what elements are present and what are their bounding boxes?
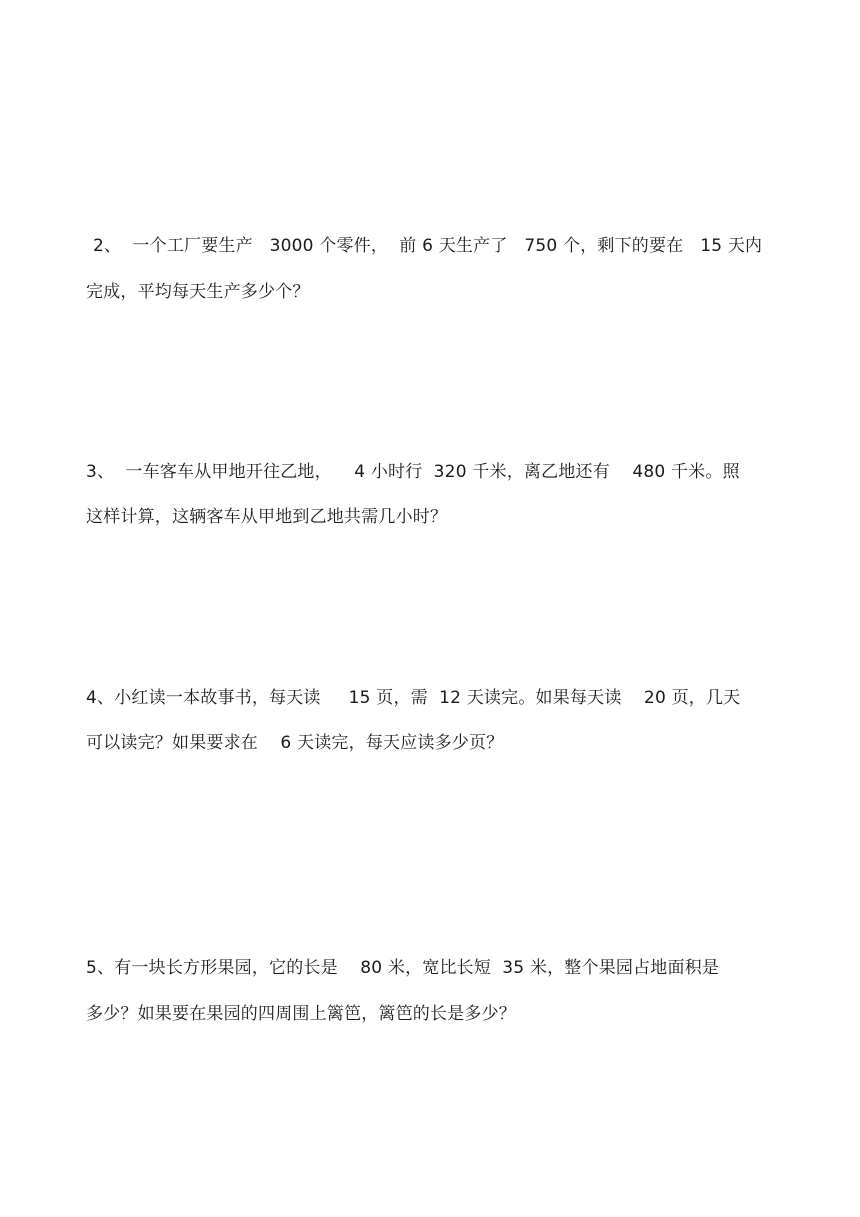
question-3-line-1: 3、 一车客车从甲地开往乙地， 4 小时行 320 千米，离乙地还有 480 千米。照: [86, 462, 740, 482]
question-3-line-2: 这样计算，这辆客车从甲地到乙地共需几小时？: [86, 507, 448, 527]
question-5-line-2: 多少？如果要在果园的四周围上篱笆，篱笆的长是多少？: [86, 1004, 516, 1024]
question-2-line-2: 完成，平均每天生产多少个？: [86, 282, 310, 302]
question-2-line-1: 2、 一个工厂要生产 3000 个零件， 前 6 天生产了 750 个，剩下的要在 15 天内: [93, 236, 763, 256]
question-5-line-1: 5、有一块长方形果园，它的长是 80 米，宽比长短 35 米，整个果园占地面积是: [86, 958, 720, 978]
question-4-line-2: 可以读完？如果要求在 6 天读完，每天应读多少页？: [86, 733, 504, 753]
question-4-line-1: 4、小红读一本故事书，每天读 15 页，需 12 天读完。如果每天读 20 页，几天: [86, 688, 741, 708]
